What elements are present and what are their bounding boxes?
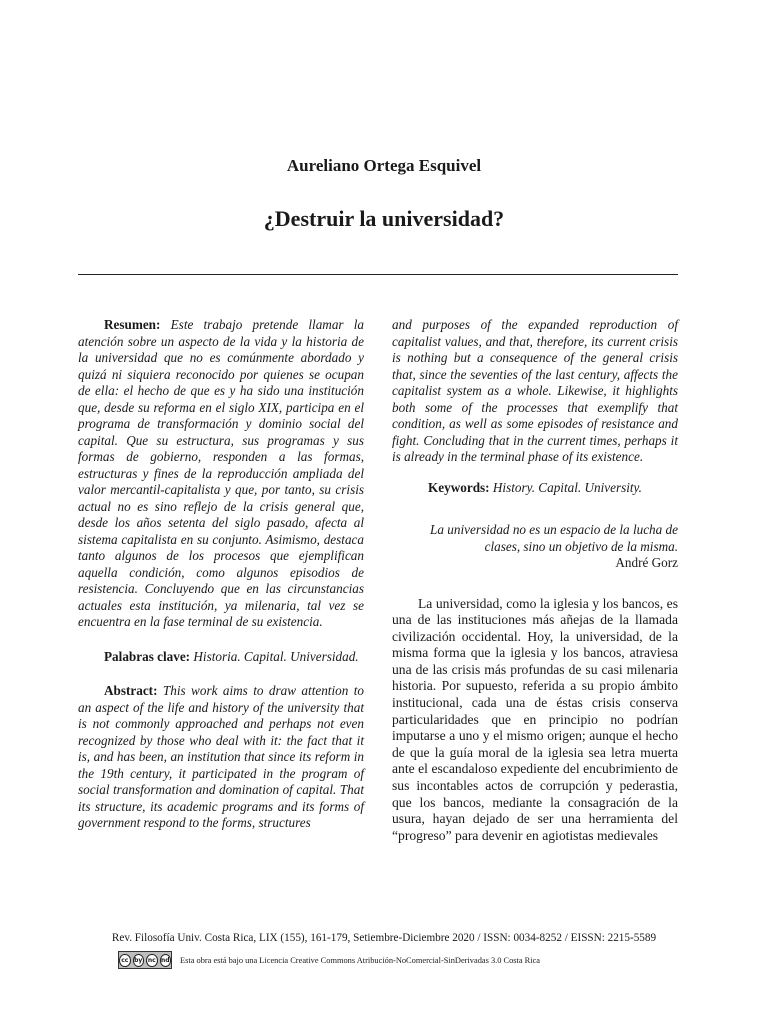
cc-mark-cc: cc	[119, 954, 131, 967]
keywords-label: Keywords:	[428, 479, 490, 495]
abstract-label: Abstract:	[104, 683, 158, 698]
right-column	[392, 317, 678, 856]
resumen-text: Este trabajo pretende llamar la atención sobre un aspecto de la vida y la historia de la universidad que no es comúnmente abordado y quizá ni siquiera reconocido por quienes se ocupan de ella: el hecho de que es y ha sido una institución que, desde su reforma en el siglo XIX, participa en el programa de transformación y dominio social del capital. Que su estructura, sus programas y sus formas de gobierno, responden a las formas, estructuras y fines de la reproducción ampliada del valor mercantil-capitalista y que, por tanto, su crisis actual no es sino reflejo de la crisis general que, desde los años setenta del siglo pasado, afecta al sistema capitalista en su conjunto. Asimismo, destaca tanto algunos de los procesos que ejemplifican aquella condición, como algunos episodios de resistencia. Concluyendo que en las circunstancias actuales esta institución, ya milenaria, tal vez se encuentra en la fase terminal de su existencia.	[78, 317, 365, 629]
license-block	[118, 951, 540, 969]
epigraph-quote: La universidad no es un espacio de la lucha de clases, sino un objetivo de la misma.	[430, 522, 678, 554]
epigraph-author: André Gorz	[615, 555, 678, 570]
keywords-paragraph	[392, 480, 678, 497]
keywords-text: History. Capital. University.	[492, 479, 642, 495]
body-paragraph: La universidad, como la iglesia y los bancos, es una de las instituciones más añejas de la llamada civilización occidental. Hoy, la universidad, de la misma forma que la iglesia y los bancos, atraviesa una de las crisis más profundas de su casi milenaria historia. Por supuesto, referida a su propio ámbito institucional, cada una de éstas crisis conserva particularidades que en principio no podrían imputarse a uno y el mismo origen; aunque el hecho de que la guía moral de la iglesia sea letra muerta ante el escandaloso expediente del encubrimiento de sus incontables actos de corrupción y pederastia, que los bancos, mediante la consagración de la usura, hayan dejado de ser una herramienta del “progreso” para devenir en agiotistas medievales	[392, 595, 678, 843]
cc-mark-nd: nd	[160, 954, 172, 967]
left-column	[78, 317, 364, 844]
creative-commons-icon	[118, 951, 172, 969]
resumen-paragraph	[78, 317, 364, 631]
license-text: Esta obra está bajo una Licencia Creative Commons Atribución-NoComercial-SinDerivadas 3.0 Costa Rica	[180, 955, 541, 965]
abstract-continued: and purposes of the expanded reproduction of capitalist values, and that, therefore, its current crisis is nothing but a consequence of the general crisis that, since the seventies of the last century, affects the capitalist system as a whole. Likewise, it highlights both some of the processes that exemplify that condition, as well as some episodes of resistance and fight. Concluding that in the current times, perhaps it is already in the terminal phase of its existence.	[392, 317, 678, 464]
journal-citation: Rev. Filosofía Univ. Costa Rica, LIX (155), 161-179, Setiembre-Diciembre 2020 / ISSN: 0034-8252 / EISSN: 2215-5589	[111, 932, 657, 944]
title-divider	[78, 274, 678, 275]
author-name: Aureliano Ortega Esquivel	[286, 156, 482, 175]
abstract-paragraph	[78, 683, 364, 832]
cc-mark-by: by	[133, 954, 145, 967]
epigraph	[392, 522, 678, 572]
resumen-label: Resumen:	[104, 317, 161, 332]
cc-mark-nc: nc	[146, 954, 158, 967]
palabras-clave-paragraph	[78, 649, 364, 666]
palabras-clave-label: Palabras clave:	[104, 648, 191, 664]
palabras-clave-text: Historia. Capital. Universidad.	[193, 648, 359, 664]
article-title: ¿Destruir la universidad?	[263, 206, 505, 231]
abstract-text: This work aims to draw attention to an aspect of the life and history of the university that is not commonly approached and perhaps not even recognized by those who deal with it: the fact that it is, and has been, an institution that since its reform in the 19th century, it participated in the program of social transformation and domination of capital. That its structure, its academic programs and its forms of government respond to the forms, structures	[78, 683, 365, 830]
